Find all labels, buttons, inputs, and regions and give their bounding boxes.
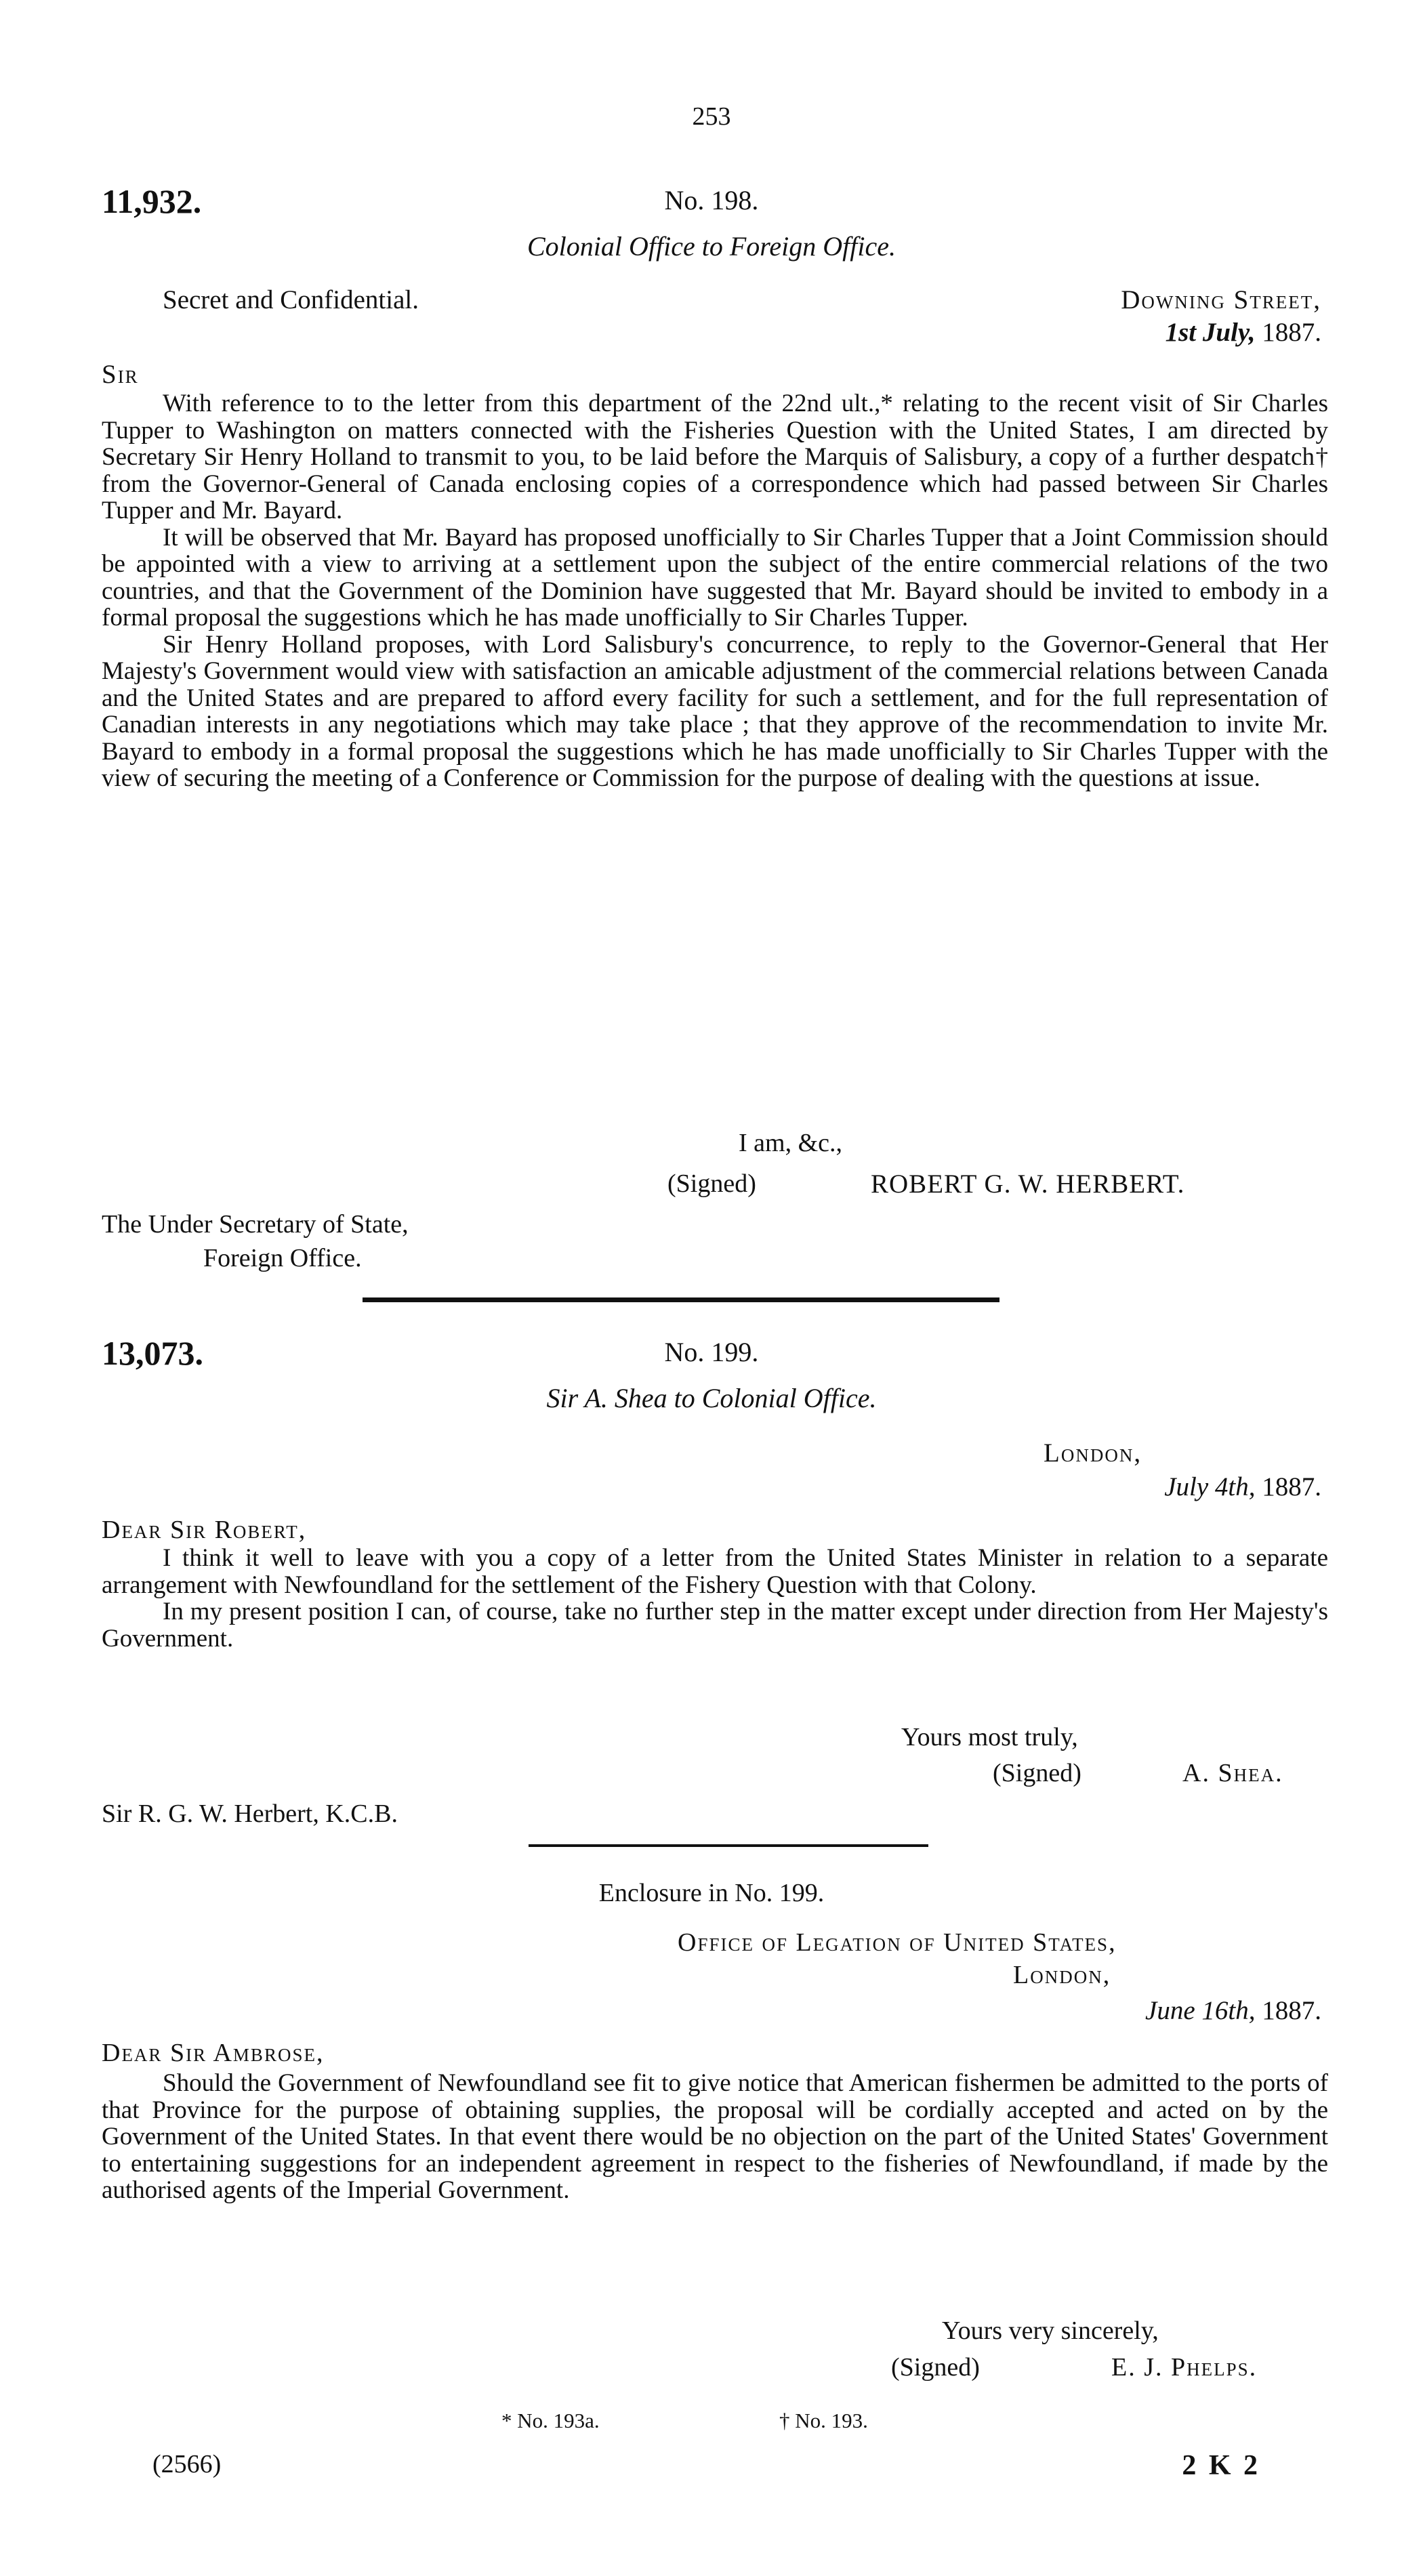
printer-signature: (2566) — [152, 2450, 222, 2478]
enclosure-divider — [529, 1844, 928, 1847]
sheet-mark: 2 K 2 — [1182, 2450, 1260, 2481]
doc1-date — [1166, 317, 1321, 348]
enclosure-date-month-day: June 16th, — [1145, 1996, 1256, 2025]
doc1-addressee-line2: Foreign Office. — [203, 1244, 362, 1272]
doc1-title: Colonial Office to Foreign Office. — [527, 231, 896, 262]
footnote-dagger: † No. 193. — [779, 2409, 868, 2432]
doc2-reference-number: 13,073. — [102, 1334, 203, 1372]
doc1-closing: I am, &c., — [739, 1129, 843, 1157]
doc1-addressee-line1: The Under Secretary of State, — [102, 1210, 409, 1239]
doc2-date-year: 1887. — [1262, 1472, 1321, 1501]
doc1-reference-number: 11,932. — [102, 182, 202, 220]
enclosure-signed-label: (Signed) — [891, 2353, 980, 2382]
doc2-addressee: Sir R. G. W. Herbert, K.C.B. — [102, 1800, 398, 1828]
enclosure-body — [102, 2070, 1328, 2204]
doc2-document-number: No. 199. — [664, 1337, 759, 1367]
doc2-body — [102, 1545, 1328, 1652]
doc1-signer: ROBERT G. W. HERBERT. — [871, 1169, 1185, 1199]
enclosure-salutation: Dear Sir Ambrose, — [102, 2039, 325, 2067]
enclosure-closing: Yours very sincerely, — [942, 2317, 1159, 2345]
doc1-date-month: July, — [1202, 318, 1256, 347]
doc1-place: Downing Street, — [1121, 285, 1321, 314]
doc2-signer: A. Shea. — [1182, 1759, 1283, 1787]
enclosure-paragraph: Should the Government of Newfoundland see fit to give notice that American fishermen be admitted to the ports of that Province for the purpose of obtaining supplies, the proposal will be cordially accepted and acted on by the Government of the United States. In that event there would be no objection on the part of the United States' Government to entertaining suggestions for an independent agreement in respect to the fisheries of Newfoundland, if made by the authorised agents of the Imperial Government. — [102, 2069, 1328, 2204]
doc1-paragraph: Sir Henry Holland proposes, with Lord Salisbury's concurrence, to reply to the Governor-General that Her Majesty's Government would view with satisfaction an amicable adjustment of the commercial relations between Canada and the United States and are prepared to afford every facility for such a settlement, and for the full representation of Canadian interests in any negotiations which may take place ; that they approve of the recommendation to invite Mr. Bayard to embody in a formal proposal the suggestions which he has made unofficially to Sir Charles Tupper with the view of securing the meeting of a Conference or Commission for the purpose of dealing with the questions at issue. — [102, 630, 1328, 792]
doc2-date — [1164, 1472, 1321, 1502]
doc1-classification: Secret and Confidential. — [163, 285, 419, 314]
doc2-title: Sir A. Shea to Colonial Office. — [546, 1383, 877, 1413]
doc1-date-year: 1887. — [1262, 318, 1321, 347]
enclosure-office: Office of Legation of United States, — [678, 1928, 1117, 1957]
doc1-date-day: 1st — [1165, 318, 1197, 347]
doc1-paragraph: It will be observed that Mr. Bayard has proposed unofficially to Sir Charles Tupper that a Joint Commission should be appointed with a view to arriving at a settlement upon the subject of the entire commercial relations of the two countries, and that the Government of the Dominion have suggested that Mr. Bayard should be invited to embody in a formal proposal the suggestions which he has made unofficially to Sir Charles Tupper. — [102, 523, 1328, 631]
doc1-salutation: Sir — [102, 360, 139, 389]
enclosure-place: London, — [1013, 1961, 1111, 1989]
doc2-paragraph: I think it well to leave with you a copy of a letter from the United States Minister in relation to a separate arrangement with Newfoundland for the settlement of the Fishery Question with that Colony. — [102, 1544, 1328, 1599]
doc2-paragraph: In my present position I can, of course, take no further step in the matter except under direction from Her Majesty's Government. — [102, 1598, 1328, 1653]
doc2-salutation: Dear Sir Robert, — [102, 1516, 307, 1544]
enclosure-signer: E. J. Phelps. — [1111, 2353, 1258, 2382]
doc1-document-number: No. 198. — [664, 185, 759, 215]
doc2-place: London, — [1044, 1438, 1142, 1468]
enclosure-date — [1145, 1995, 1321, 2026]
page-number: 253 — [692, 102, 731, 131]
doc2-date-month-day: July 4th, — [1164, 1472, 1256, 1501]
doc1-signed-label: (Signed) — [667, 1169, 756, 1198]
doc1-paragraph: With reference to to the letter from this department of the 22nd ult.,* relating to the recent visit of Sir Charles Tupper to Washington on matters connected with the Fisheries Question with the United States, I am directed by Secretary Sir Henry Holland to transmit to you, to be laid before the Marquis of Salisbury, a copy of a further despatch† from the Governor-General of Canada enclosing copies of a correspondence which had passed between Sir Charles Tupper and Mr. Bayard. — [102, 390, 1328, 524]
enclosure-heading: Enclosure in No. 199. — [598, 1879, 825, 1907]
doc2-signed-label: (Signed) — [993, 1759, 1081, 1787]
doc1-body — [102, 390, 1328, 792]
footnote-star: * No. 193a. — [501, 2409, 600, 2432]
doc2-closing: Yours most truly, — [901, 1723, 1078, 1751]
section-divider — [363, 1297, 999, 1302]
enclosure-date-year: 1887. — [1262, 1996, 1321, 2025]
